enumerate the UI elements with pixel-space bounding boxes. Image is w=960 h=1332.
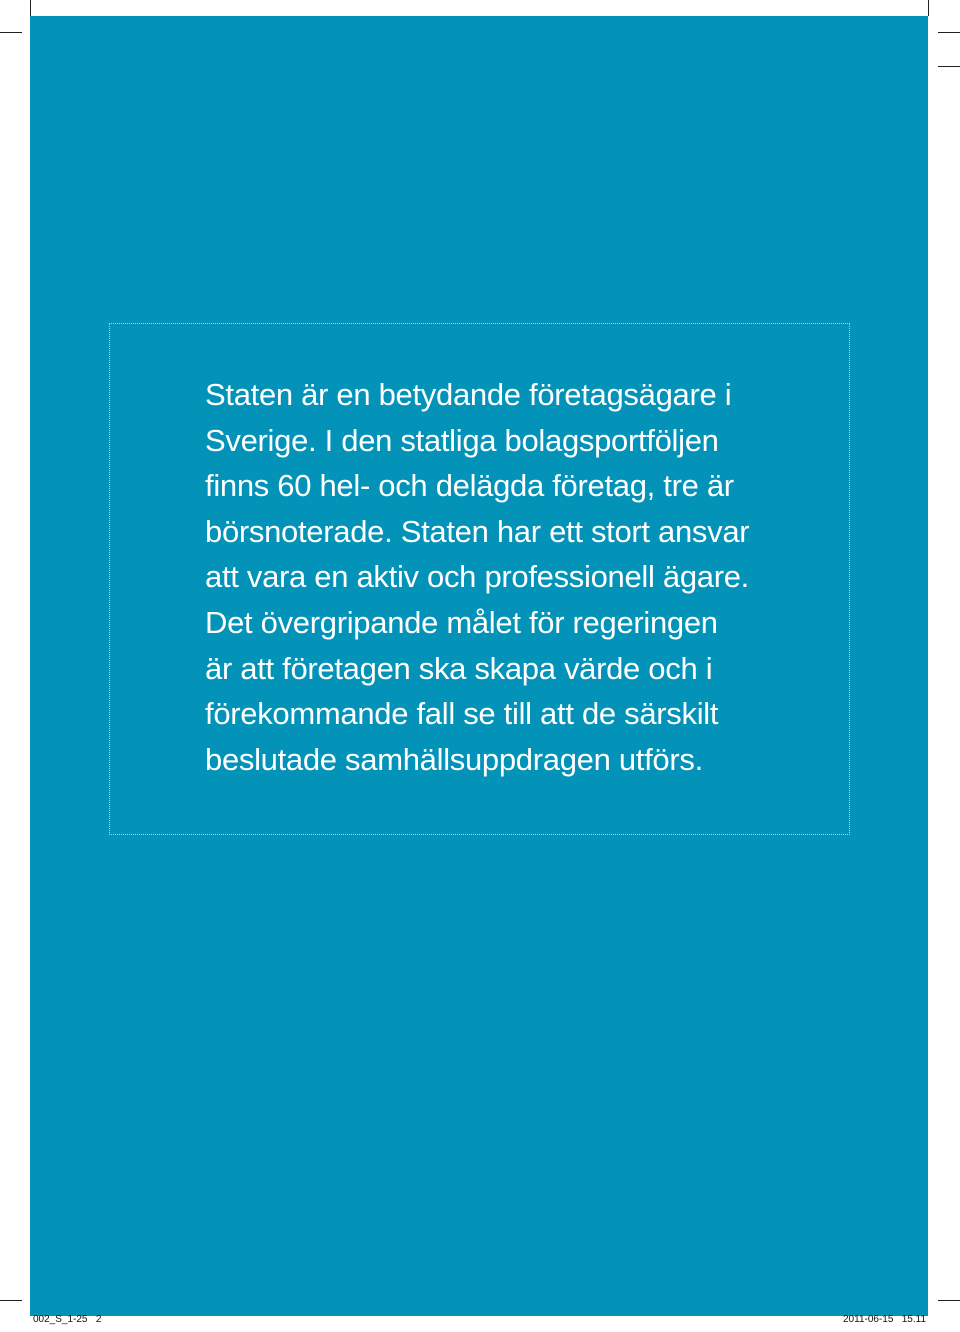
crop-mark-bottom-left-h [0, 1300, 22, 1301]
crop-mark-top-right-h [938, 32, 960, 33]
print-slug-timestamp: 2011-06-15 15.11 [843, 1314, 927, 1325]
paragraph-line: förekommande fall se till att de särskilt [205, 696, 719, 732]
crop-mark-top-left-v [30, 0, 31, 16]
paragraph-line: Sverige. I den statliga bolagsportföljen [205, 422, 719, 458]
crop-mark-top-left-h [0, 32, 22, 33]
paragraph-line: är att företagen ska skapa värde och i [205, 650, 713, 686]
paragraph-line: att vara en aktiv och professionell ägare. [205, 559, 749, 595]
paragraph-line: Det övergripande målet för regeringen [205, 604, 718, 640]
crop-mark-top-right-v [928, 0, 929, 16]
paragraph-line: finns 60 hel- och delägda företag, tre är [205, 468, 734, 504]
print-slug-file: 002_S_1-25 2 [33, 1314, 102, 1325]
intro-paragraph [205, 372, 825, 782]
crop-mark-bottom-right-h [938, 1300, 960, 1301]
paragraph-line: beslutade samhällsuppdragen utförs. [205, 741, 703, 777]
crop-mark-right-h [938, 66, 960, 67]
paragraph-line: Staten är en betydande företagsägare i [205, 377, 732, 412]
paragraph-line: börsnoterade. Staten har ett stort ansvar [205, 513, 750, 549]
